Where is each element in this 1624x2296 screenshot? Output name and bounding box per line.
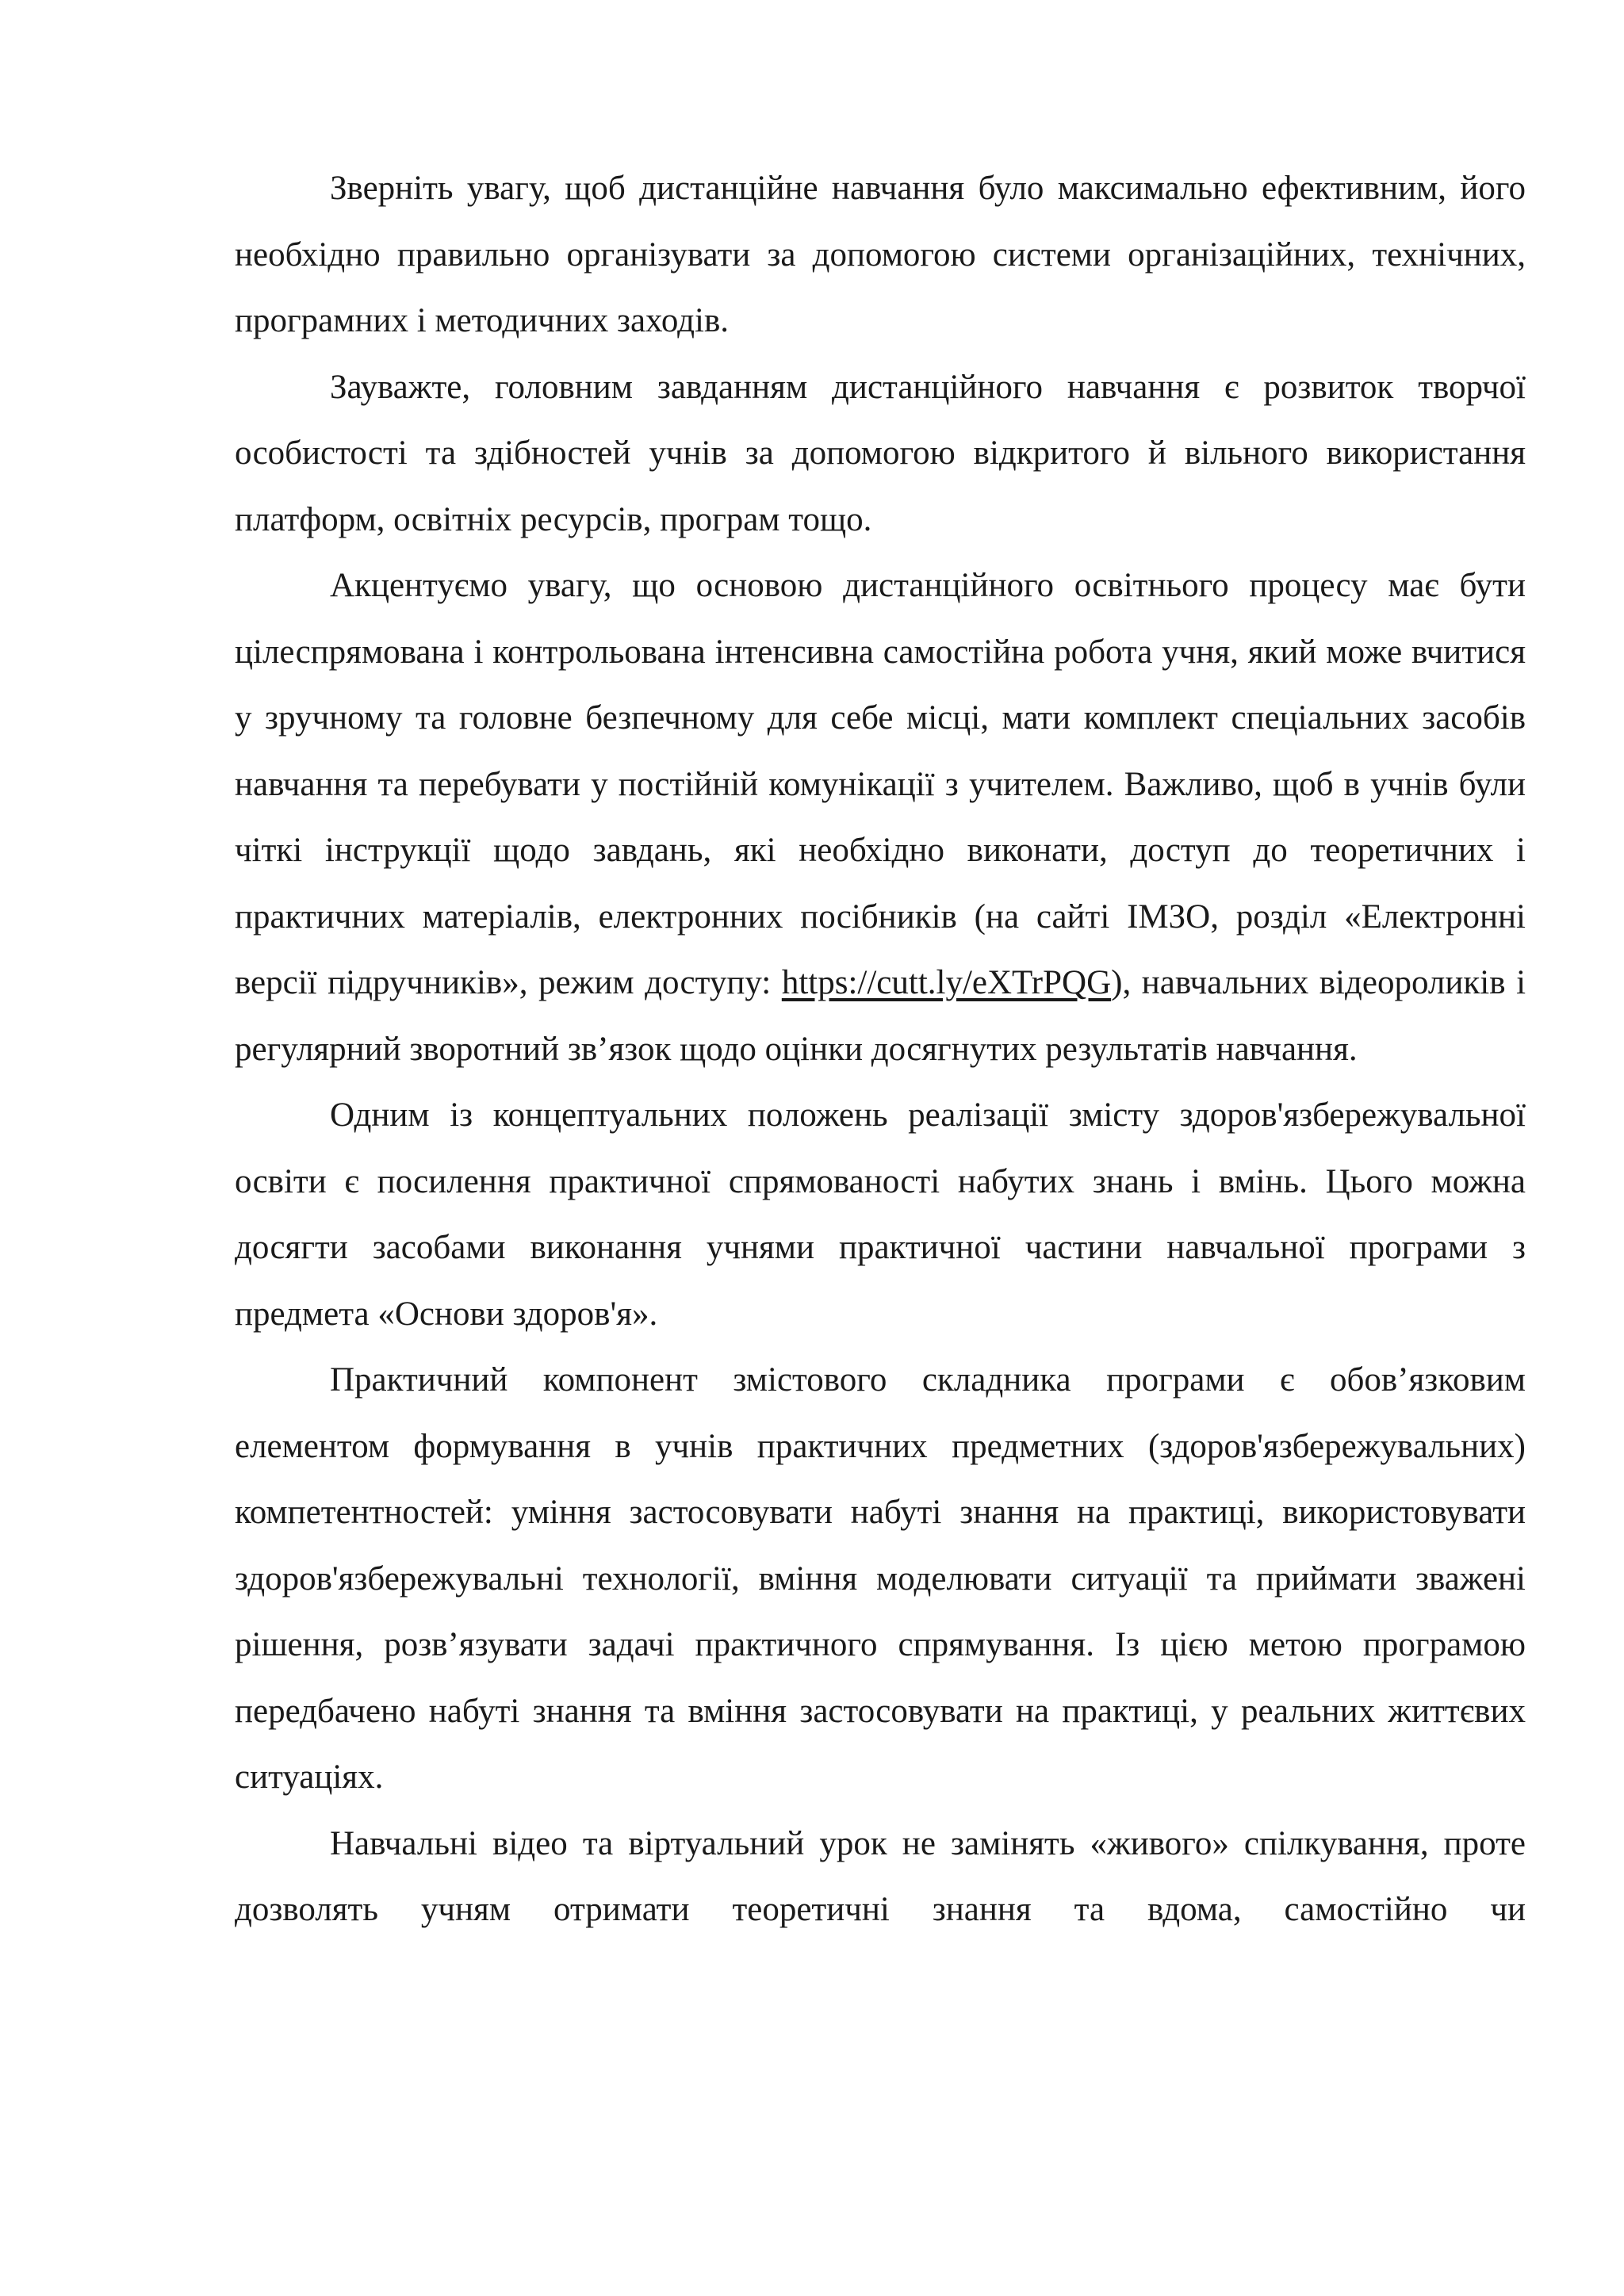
- paragraph-attention: Зверніть увагу, щоб дистанційне навчання було максимально ефективним, його необхідно правильно організувати за допомогою системи організаційних, технічних, програмних і методичних заходів.: [235, 170, 1526, 339]
- textbooks-link[interactable]: https://cutt.ly/eXTrPQG: [781, 964, 1112, 1001]
- document-body: [235, 155, 1526, 1943]
- paragraph-video-lessons: Навчальні відео та віртуальний урок не замінять «живого» спілкування, проте дозволять учням отримати теоретичні знання та вдома, самостійно чи: [235, 1824, 1526, 1928]
- paragraph-self-study: [235, 553, 1526, 1082]
- paragraph-main-task: Зауважте, головним завданням дистанційного навчання є розвиток творчої особистості та здібностей учнів за допомогою відкритого й вільного використання платформ, освітніх ресурсів, програм тощо.: [235, 368, 1526, 538]
- paragraph-concept: Одним із концептуальних положень реалізації змісту здоров'язбережувальної освіти є посилення практичної спрямованості набутих знань і вмінь. Цього можна досягти засобами виконання учнями практичної частини навчальної програми з предмета «Основи здоров'я».: [235, 1096, 1526, 1333]
- paragraph-self-study-text-start: Акцентуємо увагу, що основою дистанційного освітнього процесу має бути цілеспрямована і контрольована інтенсивна самостійна робота учня, який може вчитися у зручному та головне безпечному для себе місці, мати комплект спеціальних засобів навчання та перебувати у постійній комунікації з учителем. Важливо, щоб в учнів були чіткі інструкції щодо завдань, які необхідно виконати, доступ до теоретичних і практичних матеріалів, електронних посібників (на сайті ІМЗО, розділ «Електронні версії підручників», режим доступу:: [235, 567, 1526, 1001]
- paragraph-practical-component: Практичний компонент змістового складника програми є обов’язковим елементом формування в учнів практичних предметних (здоров'язбережувальних) компетентностей: уміння застосовувати набуті знання на практиці, використовувати здоров'язбережувальні технології, вміння моделювати ситуації та приймати зважені рішення, розв’язувати задачі практичного спрямування. Із цією метою програмою передбачено набуті знання та вміння застосовувати на практиці, у реальних життєвих ситуаціях.: [235, 1361, 1526, 1796]
- paragraph-self-study-text-end: ), навчальних відеороликів і регулярний зворотний зв’язок щодо оцінки досягнутих результатів навчання.: [235, 964, 1526, 1068]
